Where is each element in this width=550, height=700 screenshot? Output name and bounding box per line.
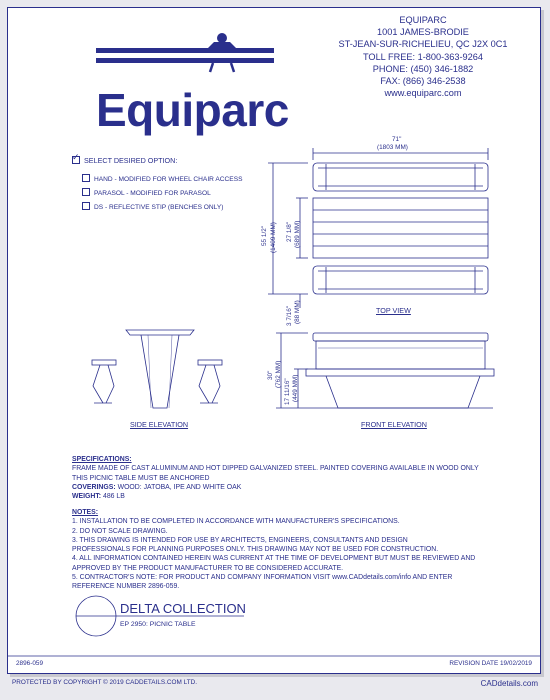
dim-width-mm: (1803 MM) xyxy=(377,144,408,151)
caption-side-elevation: SIDE ELEVATION xyxy=(130,420,189,429)
dim-seat-in: 17 11/16" xyxy=(284,378,291,405)
product-title: EP 2950: PICNIC TABLE xyxy=(120,621,196,628)
dim-bench-in: 3 7/16" xyxy=(286,305,293,326)
options-title xyxy=(72,156,177,165)
company-address-1: 1001 JAMES-BRODIE xyxy=(377,27,469,38)
option-hand[interactable] xyxy=(82,174,243,183)
logo-graphic xyxy=(96,33,274,72)
reference-number: 2896-059 xyxy=(16,660,44,667)
front-elevation xyxy=(276,333,494,408)
checkbox-icon[interactable] xyxy=(82,202,90,210)
option-ds[interactable] xyxy=(82,202,223,211)
coverings-value: WOOD: JATOBA, IPE AND WHITE OAK xyxy=(115,483,242,491)
note-5b: REFERENCE NUMBER 2896-059. xyxy=(72,583,180,591)
caption-front-elevation: FRONT ELEVATION xyxy=(361,420,427,429)
dim-depth-in: 55 1/2" xyxy=(261,225,268,246)
notes xyxy=(72,508,512,592)
option-label: PARASOL - MODIFIED FOR PARASOL xyxy=(94,190,211,197)
note-2: 2. DO NOT SCALE DRAWING. xyxy=(72,527,168,535)
revision-date: REVISION DATE 19/02/2019 xyxy=(449,660,532,667)
dim-depth-mm: (1409 MM) xyxy=(270,222,277,253)
dim-table-mm: (689 MM) xyxy=(294,220,301,248)
company-fax: FAX: (866) 346-2538 xyxy=(380,76,466,87)
checkbox-icon[interactable] xyxy=(82,188,90,196)
caption-top-view: TOP VIEW xyxy=(376,306,411,315)
dim-seat-mm: (449 MM) xyxy=(292,374,299,402)
dim-width-in: 71" xyxy=(392,136,402,143)
company-info xyxy=(313,14,533,99)
drawing-sheet xyxy=(7,7,541,674)
top-view xyxy=(268,148,488,308)
option-label: HAND - MODIFIED FOR WHEEL CHAIR ACCESS xyxy=(94,176,243,183)
coverings-label: COVERINGS: xyxy=(72,483,116,491)
specs-line-2: THIS PICNIC TABLE MUST BE ANCHORED xyxy=(72,474,210,482)
dim-table-in: 27 1/8" xyxy=(286,221,293,242)
checkbox-icon xyxy=(72,156,80,164)
company-website[interactable]: www.equiparc.com xyxy=(384,88,462,99)
weight-label: WEIGHT: xyxy=(72,493,102,501)
specifications xyxy=(72,455,512,501)
specs-coverings xyxy=(72,483,512,492)
note-4a: 4. ALL INFORMATION CONTAINED HEREIN WAS CURRENT AT THE TIME OF DEVELOPMENT BUT MUST BE REVIEWED AND xyxy=(72,555,476,563)
collection-title: DELTA COLLECTION xyxy=(120,601,246,616)
weight-value: 486 LB xyxy=(101,493,125,501)
specs-line-1: FRAME MADE OF CAST ALUMINUM AND HOT DIPPED GALVANIZED STEEL. PAINTED COVERING AVAILABLE IN WOOD ONLY xyxy=(72,465,479,473)
specs-weight xyxy=(72,492,512,501)
note-1: 1. INSTALLATION TO BE COMPLETED IN ACCORDANCE WITH MANUFACTURER'S SPECIFICATIONS. xyxy=(72,518,400,526)
side-elevation xyxy=(92,330,222,408)
company-address-2: ST-JEAN-SUR-RICHELIEU, QC J2X 0C1 xyxy=(338,39,508,50)
company-name: EQUIPARC xyxy=(399,15,447,25)
note-5a: 5. CONTRACTOR'S NOTE: FOR PRODUCT AND COMPANY INFORMATION VISIT www.CADdetails.com/info AND ENTER xyxy=(72,574,453,582)
options-title-label: SELECT DESIRED OPTION: xyxy=(84,156,178,165)
dim-height-in: 30" xyxy=(267,370,274,380)
option-parasol[interactable] xyxy=(82,188,211,197)
caddetails-brand[interactable]: CADdetails.com xyxy=(480,679,538,688)
company-phone: PHONE: (450) 346-1882 xyxy=(372,63,474,74)
dim-bench-mm: (88 MM) xyxy=(294,300,301,324)
option-label: DS - REFLECTIVE STIP (BENCHES ONLY) xyxy=(94,204,224,211)
company-logo: Equiparc xyxy=(96,84,289,136)
dim-height-mm: (762 MM) xyxy=(275,360,282,388)
checkbox-icon[interactable] xyxy=(82,174,90,182)
note-4b: APPROVED BY THE PRODUCT MANUFACTURER TO BE CONSIDERED ACCURATE. xyxy=(72,564,344,572)
note-3a: 3. THIS DRAWING IS INTENDED FOR USE BY ARCHITECTS, ENGINEERS, CONSULTANTS AND DESIGN xyxy=(72,536,408,544)
note-3b: PROFESSIONALS FOR PLANNING PURPOSES ONLY. THIS DRAWING MAY NOT BE USED FOR CONSTRUCTION. xyxy=(72,546,439,554)
notes-heading: NOTES: xyxy=(72,509,99,516)
specs-heading: SPECIFICATIONS: xyxy=(72,456,132,463)
company-tollfree: TOLL FREE: 1-800-363-9264 xyxy=(362,51,483,62)
copyright-notice: PROTECTED BY COPYRIGHT © 2019 CADDETAILS.COM LTD. xyxy=(12,679,197,686)
